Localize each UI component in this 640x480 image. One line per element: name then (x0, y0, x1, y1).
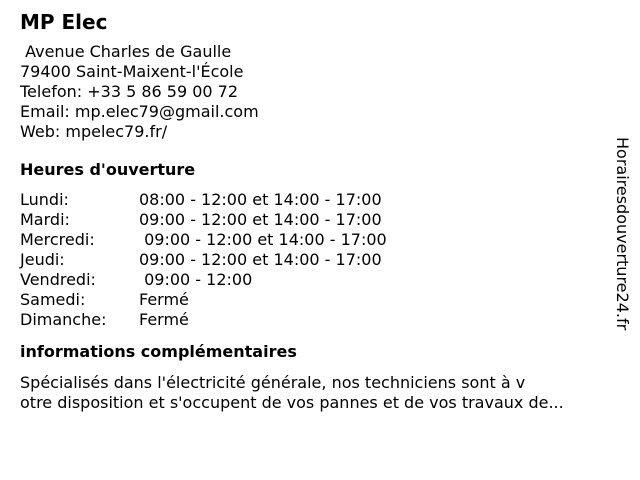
day-label: Lundi: (20, 190, 69, 209)
hours-heading: Heures d'ouverture (20, 160, 196, 179)
phone-text: Telefon: +33 5 86 59 00 72 (20, 82, 239, 101)
day-label: Jeudi: (20, 250, 65, 269)
description-line-2: otre disposition et s'occupent de vos pannes et de vos travaux de... (20, 393, 564, 412)
day-hours: 08:00 - 12:00 et 14:00 - 17:00 (139, 190, 382, 209)
hours-row-friday (20, 270, 610, 290)
day-hours: 09:00 - 12:00 et 14:00 - 17:00 (139, 230, 387, 249)
address-street: Avenue Charles de Gaulle (20, 42, 232, 61)
contact-block (20, 42, 610, 142)
description-line-1: Spécialisés dans l'électricité générale, nos techniciens sont à v (20, 373, 526, 392)
site-watermark: Horairesdouverture24.fr (613, 137, 632, 331)
day-label: Mercredi: (20, 230, 95, 249)
hours-row-saturday (20, 290, 610, 310)
email-text: Email: mp.elec79@gmail.com (20, 102, 259, 121)
hours-row-wednesday (20, 230, 610, 250)
address-city: 79400 Saint-Maixent-l'École (20, 62, 244, 81)
hours-table (20, 190, 610, 330)
business-card (20, 9, 610, 413)
business-name: MP Elec (20, 10, 108, 34)
hours-row-tuesday (20, 210, 610, 230)
day-label: Dimanche: (20, 310, 107, 329)
day-hours: 09:00 - 12:00 et 14:00 - 17:00 (139, 210, 382, 229)
hours-row-thursday (20, 250, 610, 270)
hours-row-sunday (20, 310, 610, 330)
day-label: Vendredi: (20, 270, 96, 289)
info-heading: informations complémentaires (20, 342, 297, 361)
web-text: Web: mpelec79.fr/ (20, 122, 168, 141)
day-hours: 09:00 - 12:00 et 14:00 - 17:00 (139, 250, 382, 269)
day-label: Mardi: (20, 210, 70, 229)
hours-row-monday (20, 190, 610, 210)
day-hours: Fermé (139, 310, 189, 329)
day-hours: 09:00 - 12:00 (139, 270, 253, 289)
day-hours: Fermé (139, 290, 189, 309)
day-label: Samedi: (20, 290, 86, 309)
